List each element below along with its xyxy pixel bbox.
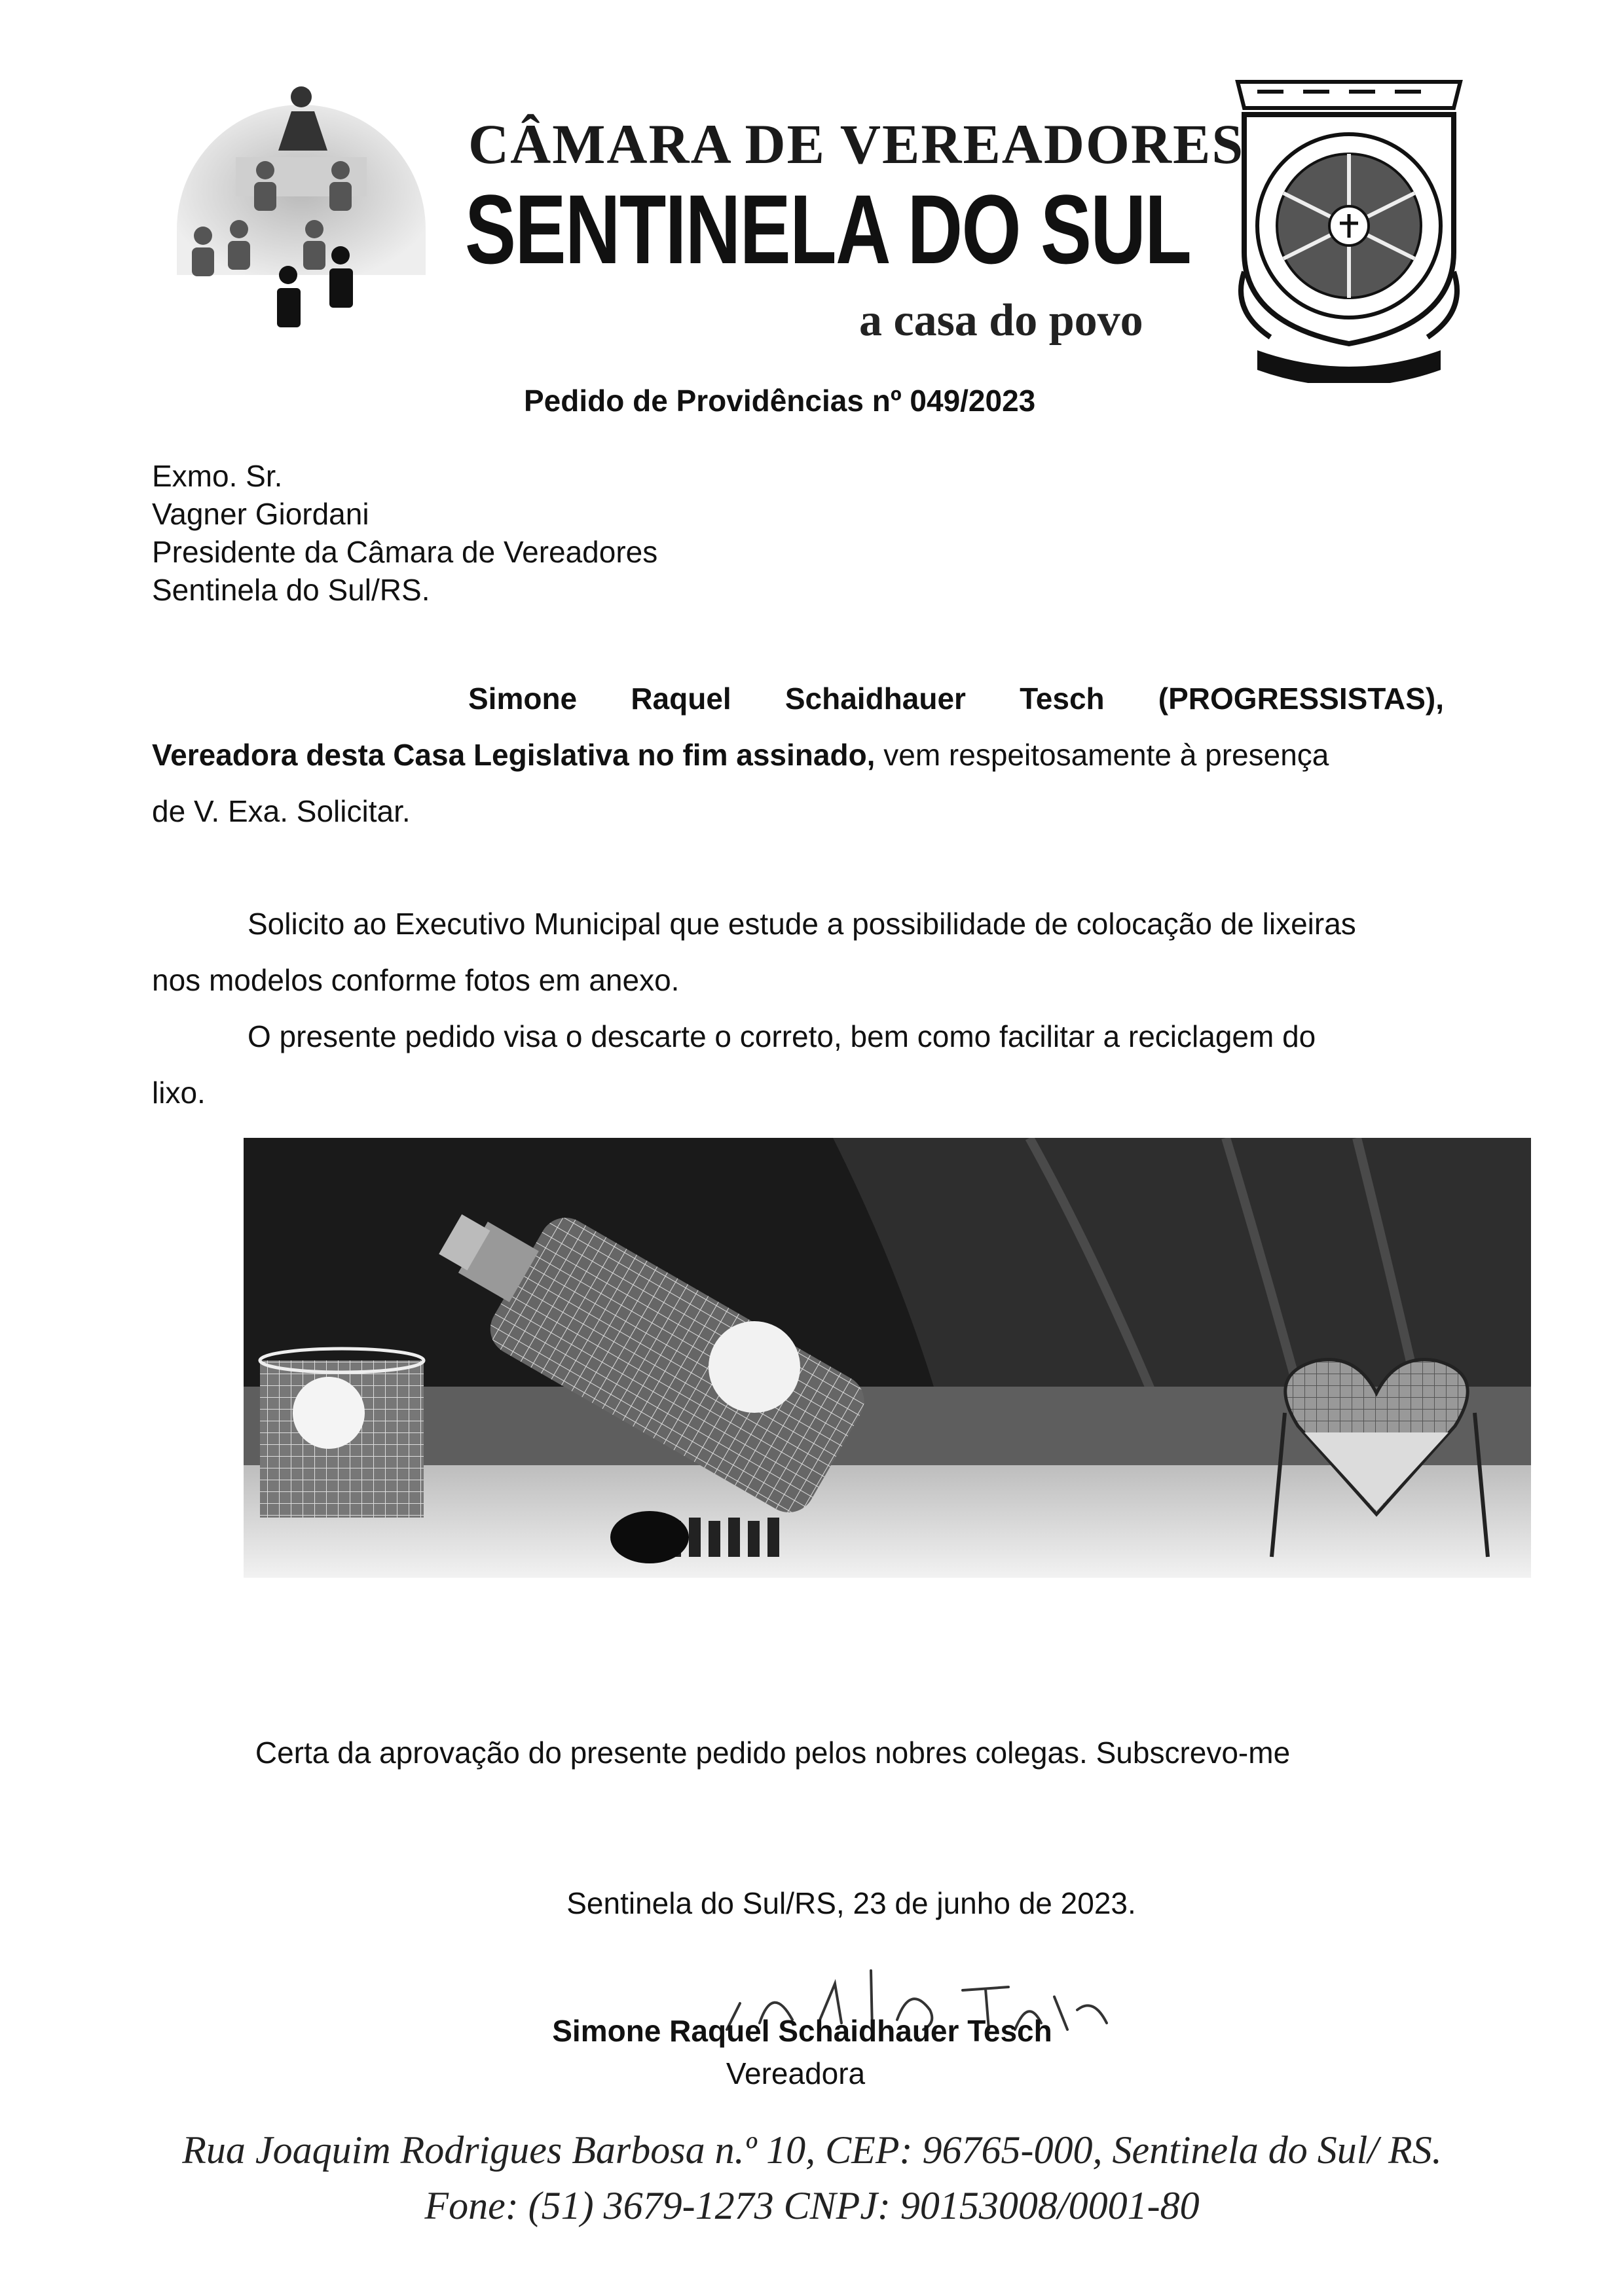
author-first-name: Simone bbox=[468, 682, 578, 716]
approval-text: Certa da aprovação do presente pedido pelos nobres colegas. Subscrevo-me bbox=[255, 1736, 1291, 1770]
addressee-salutation: Exmo. Sr. bbox=[152, 459, 283, 493]
footer-contact: Fone: (51) 3679-1273 CNPJ: 90153008/0001-80 bbox=[424, 2184, 1200, 2227]
municipality-title: SENTINELA DO SUL bbox=[465, 174, 1191, 284]
council-slogan: a casa do povo bbox=[859, 295, 1143, 346]
signer-title: Vereadora bbox=[726, 2056, 866, 2090]
signer-name: Simone Raquel Schaidhauer Tesch bbox=[552, 2014, 1052, 2048]
request-line-3: O presente pedido visa o descarte o correto, bem como facilitar a reciclagem do bbox=[248, 1019, 1316, 1053]
council-people-logo bbox=[164, 79, 439, 354]
intro-line-2 bbox=[152, 737, 1445, 773]
request-line-2: nos modelos conforme fotos em anexo. bbox=[152, 963, 680, 997]
document-number: Pedido de Providências nº 049/2023 bbox=[524, 384, 1036, 418]
intro-regular-text: vem respeitosamente à presença bbox=[875, 738, 1329, 772]
request-line-1 bbox=[248, 906, 1445, 941]
addressee-place: Sentinela do Sul/RS. bbox=[152, 573, 430, 607]
coat-of-arms-icon bbox=[1231, 75, 1467, 383]
author-middle-name: Raquel bbox=[631, 682, 731, 716]
author-surname-2: Tesch bbox=[1020, 682, 1105, 716]
addressee-role: Presidente da Câmara de Vereadores bbox=[152, 535, 658, 569]
request-line-4: lixo. bbox=[152, 1076, 206, 1110]
author-surname-1: Schaidhauer bbox=[784, 682, 966, 716]
request-p1-text: Solicito ao Executivo Municipal que estude a possibilidade de colocação de lixeiras bbox=[248, 907, 1356, 941]
intro-line-3: de V. Exa. Solicitar. bbox=[152, 794, 411, 828]
intro-line-1 bbox=[468, 681, 1444, 716]
footer-address: Rua Joaquim Rodrigues Barbosa n.º 10, CEP: 96765-000, Sentinela do Sul/ RS. bbox=[182, 2128, 1442, 2172]
council-title: CÂMARA DE VEREADORES bbox=[468, 113, 1245, 175]
recycling-bins-photo bbox=[244, 1138, 1531, 1578]
author-party: (PROGRESSISTAS), bbox=[1158, 682, 1444, 716]
addressee-name: Vagner Giordani bbox=[152, 497, 369, 531]
date-line: Sentinela do Sul/RS, 23 de junho de 2023. bbox=[566, 1886, 1136, 1920]
intro-bold-text: Vereadora desta Casa Legislativa no fim assinado, bbox=[152, 738, 876, 772]
